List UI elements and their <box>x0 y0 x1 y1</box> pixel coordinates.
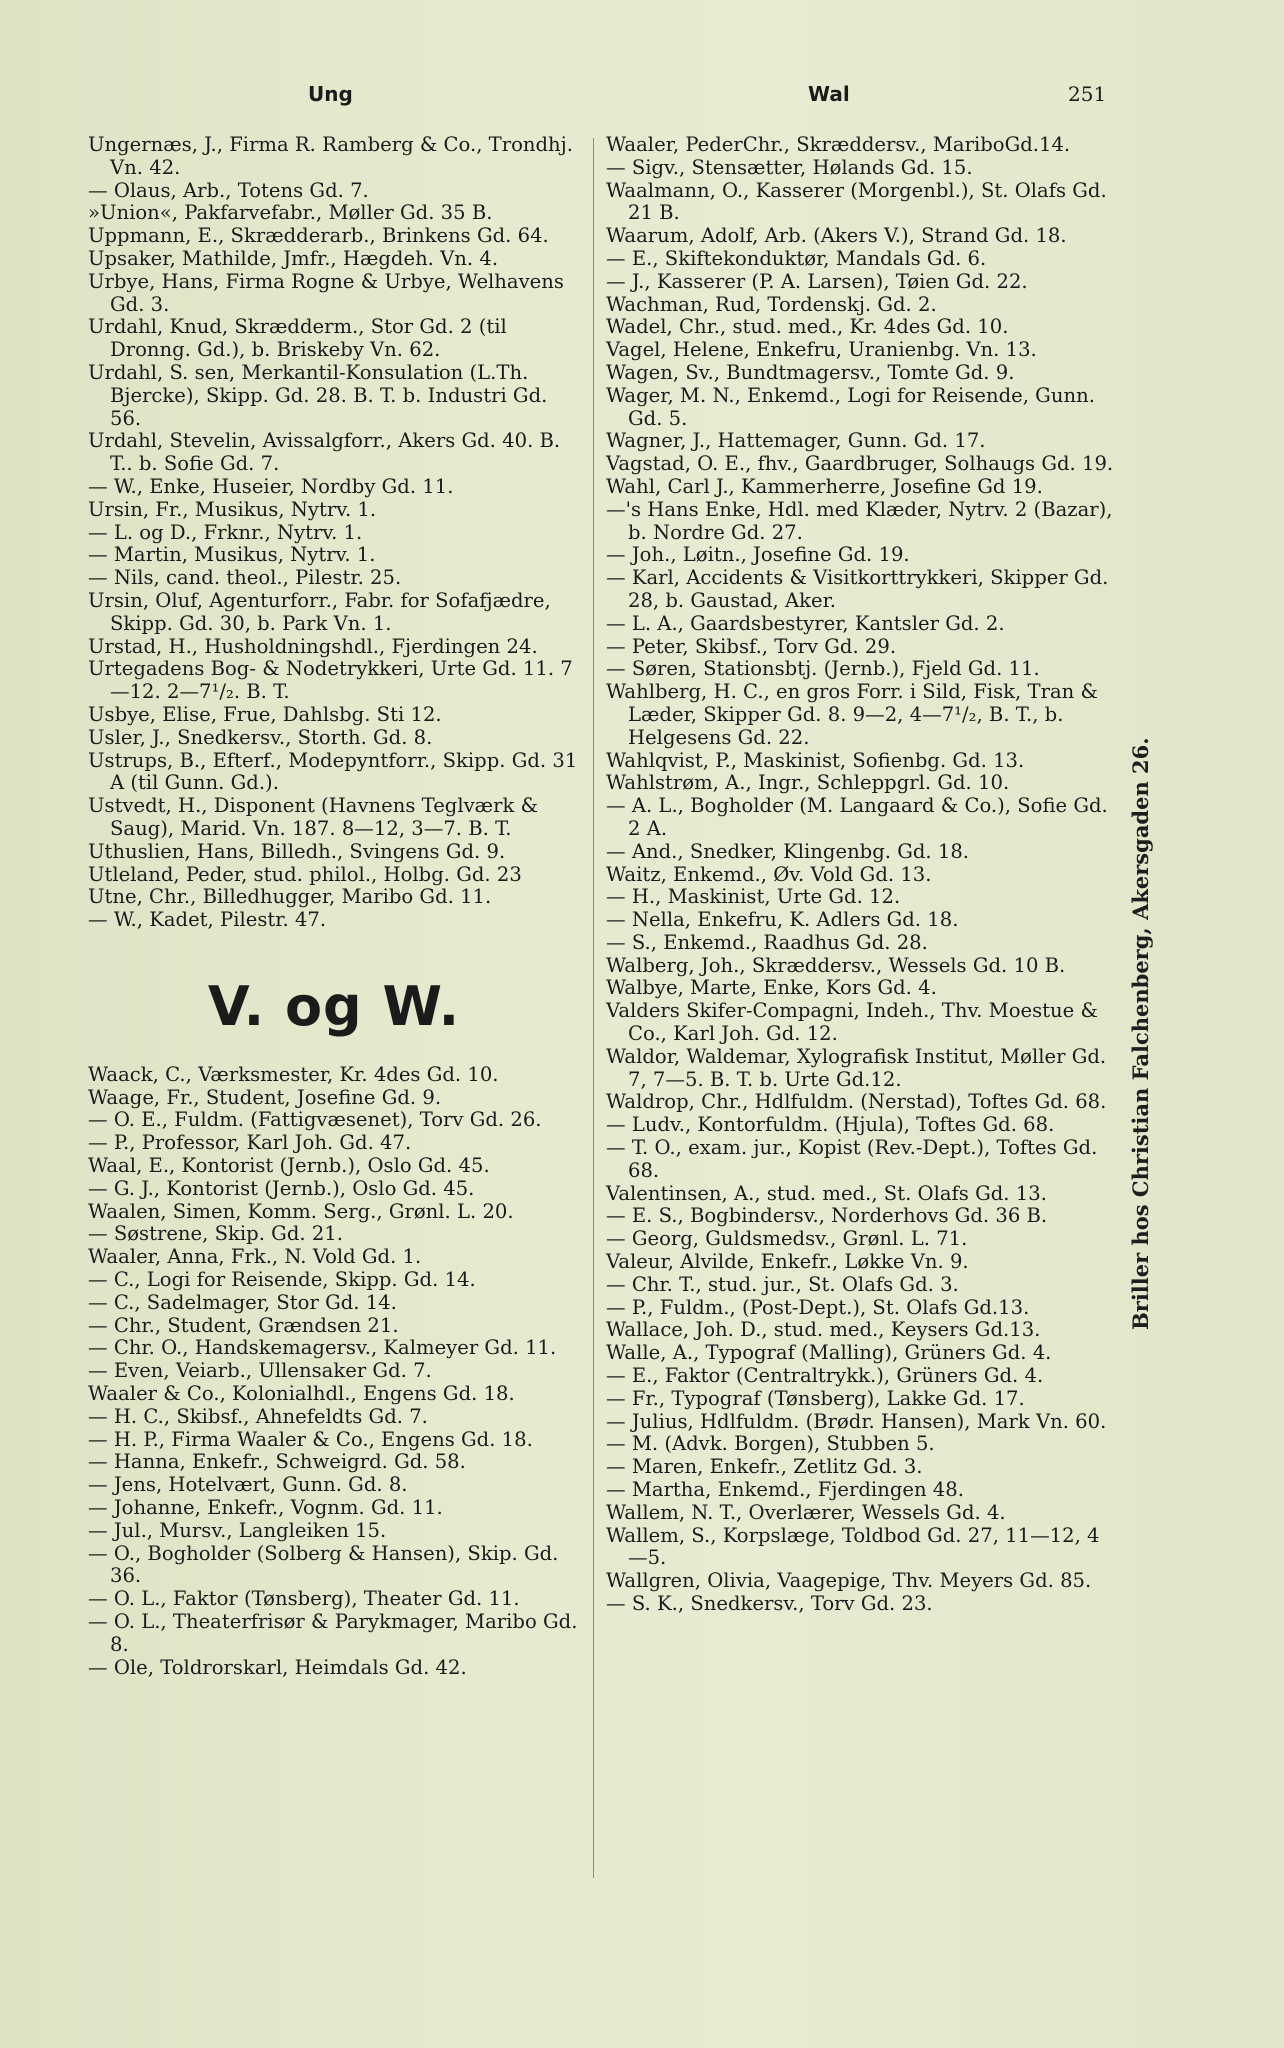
directory-entry: Wahlstrøm, A., Ingr., Schleppgrl. Gd. 10. <box>606 771 1010 795</box>
directory-entry: — Georg, Guldsmedsv., Grønl. L. 71. <box>606 1227 968 1251</box>
directory-entry: — A. L., Bogholder (M. Langaard & Co.), Sofie Gd. 2 A. <box>606 794 1108 840</box>
directory-entry: Urdahl, Stevelin, Avissalgforr., Akers Gd. 40. B. T.. b. Sofie Gd. 7. <box>88 429 561 476</box>
directory-entry: Wager, M. N., Enkemd., Logi for Reisende, Gunn. Gd. 5. <box>606 383 1095 430</box>
directory-entry: Valentinsen, A., stud. med., St. Olafs Gd. 13. <box>606 1181 1047 1205</box>
directory-entry: Vagstad, O. E., fhv., Gaardbruger, Solhaugs Gd. 19. <box>606 452 1114 476</box>
directory-entry: — M. (Advk. Borgen), Stubben 5. <box>606 1432 935 1456</box>
directory-entry: — H., Maskinist, Urte Gd. 12. <box>606 885 901 909</box>
directory-entry: Wallem, S., Korpslæge, Toldbod Gd. 27, 11—12, 4—5. <box>606 1523 1100 1570</box>
directory-entry: Utne, Chr., Billedhugger, Maribo Gd. 11. <box>88 885 492 909</box>
directory-entry: — Chr. T., stud. jur., St. Olafs Gd. 3. <box>606 1272 959 1296</box>
directory-entry: — E. S., Bogbindersv., Norderhovs Gd. 36 B. <box>606 1204 1048 1228</box>
directory-entry: Walbye, Marte, Enke, Kors Gd. 4. <box>606 976 937 1000</box>
directory-entry: Wagen, Sv., Bundtmagersv., Tomte Gd. 9. <box>606 360 1015 384</box>
directory-entry: — P., Professor, Karl Joh. Gd. 47. <box>88 1131 412 1155</box>
left-entry-list <box>88 134 580 932</box>
header-left-keyword: Ung <box>308 82 353 106</box>
directory-entry: Waldor, Waldemar, Xylografisk Institut, Møller Gd. 7, 7—5. B. T. b. Urte Gd.12. <box>606 1044 1107 1091</box>
directory-entry: — Peter, Skibsf., Torv Gd. 29. <box>606 634 897 658</box>
vertical-advertisement: Briller hos Christian Falchenberg, Akersgaden 26. <box>1128 737 1153 1330</box>
directory-entry: — Ole, Toldrorskarl, Heimdals Gd. 42. <box>88 1655 467 1679</box>
directory-entry: — Karl, Accidents & Visitkorttrykkeri, Skipper Gd. 28, b. Gaustad, Aker. <box>606 566 1109 612</box>
directory-entry: Ursin, Fr., Musikus, Nytrv. 1. <box>88 497 377 521</box>
directory-entry: — H. C., Skibsf., Ahnefeldts Gd. 7. <box>88 1404 428 1428</box>
directory-entry: — C., Logi for Reisende, Skipp. Gd. 14. <box>88 1268 476 1292</box>
left-entry-list-after <box>88 1064 580 1680</box>
column-divider <box>593 138 594 1878</box>
directory-entry: Utleland, Peder, stud. philol., Holbg. Gd. 23 <box>88 862 522 886</box>
section-heading: V. og W. <box>207 974 461 1038</box>
page-number: 251 <box>1068 82 1107 106</box>
directory-entry: Waack, C., Værksmester, Kr. 4des Gd. 10. <box>88 1062 499 1086</box>
directory-entry: Waaler, PederChr., Skræddersv., MariboGd.14. <box>606 133 1071 156</box>
directory-entry: Urbye, Hans, Firma Rogne & Urbye, Welhavens Gd. 3. <box>88 269 564 316</box>
right-entry-list <box>606 134 1114 1616</box>
directory-entry: Ungernæs, J., Firma R. Ramberg & Co., Trondhj. Vn. 42. <box>88 133 573 179</box>
directory-entry: »Union«, Pakfarvefabr., Møller Gd. 35 B. <box>88 201 493 225</box>
directory-entry: — L. og D., Frknr., Nytrv. 1. <box>88 520 363 544</box>
directory-entry: Ustrups, B., Efterf., Modepyntforr., Skipp. Gd. 31 A (til Gunn. Gd.). <box>88 748 578 795</box>
directory-entry: Uppmann, E., Skrædderarb., Brinkens Gd. 64. <box>88 224 549 248</box>
directory-entry: Wallace, Joh. D., stud. med., Keysers Gd.13. <box>606 1318 1041 1342</box>
directory-entry: Wallem, N. T., Overlærer, Wessels Gd. 4. <box>606 1500 1006 1524</box>
directory-entry: Wadel, Chr., stud. med., Kr. 4des Gd. 10. <box>606 315 1009 339</box>
directory-entry: — Maren, Enkefr., Zetlitz Gd. 3. <box>606 1455 923 1479</box>
directory-entry: — W., Enke, Huseier, Nordby Gd. 11. <box>88 474 454 498</box>
directory-entry: — Olaus, Arb., Totens Gd. 7. <box>88 178 369 202</box>
directory-entry: — C., Sadelmager, Stor Gd. 14. <box>88 1290 397 1314</box>
directory-entry: — P., Fuldm., (Post-Dept.), St. Olafs Gd.13. <box>606 1295 1030 1319</box>
directory-entry: — Søren, Stationsbtj. (Jernb.), Fjeld Gd. 11. <box>606 657 1040 681</box>
directory-entry: — Fr., Typograf (Tønsberg), Lakke Gd. 17. <box>606 1386 1025 1410</box>
directory-entry: — G. J., Kontorist (Jernb.), Oslo Gd. 45. <box>88 1176 475 1200</box>
directory-entry: —'s Hans Enke, Hdl. med Klæder, Nytrv. 2 (Bazar), b. Nordre Gd. 27. <box>606 497 1113 544</box>
directory-entry: — Joh., Løitn., Josefine Gd. 19. <box>606 543 910 567</box>
directory-entry: Wahl, Carl J., Kammerherre, Josefine Gd 19. <box>606 474 1043 498</box>
directory-entry: — S., Enkemd., Raadhus Gd. 28. <box>606 930 928 954</box>
directory-entry: — T. O., exam. jur., Kopist (Rev.-Dept.), Toftes Gd. 68. <box>606 1136 1098 1182</box>
directory-entry: — Martin, Musikus, Nytrv. 1. <box>88 543 376 567</box>
directory-entry: — O. E., Fuldm. (Fattigvæsenet), Torv Gd. 26. <box>88 1108 542 1132</box>
directory-entry: Ustvedt, H., Disponent (Havnens Teglværk & Saug), Marid. Vn. 187. 8—12, 3—7. B. T. <box>88 794 539 840</box>
directory-entry: — Ludv., Kontorfuldm. (Hjula), Toftes Gd. 68. <box>606 1113 1055 1137</box>
directory-entry: Urdahl, S. sen, Merkantil-Konsulation (L.Th. Bjercke), Skipp. Gd. 28. B. T. b. Industri Gd. 56. <box>88 360 548 430</box>
directory-entry: Wahlberg, H. C., en gros Forr. i Sild, Fisk, Tran & Læder, Skipper Gd. 8. 9—2, 4—7¹/₂, B. T., b. Helgesens Gd. 22. <box>606 680 1098 749</box>
directory-entry: — J., Kasserer (P. A. Larsen), Tøien Gd. 22. <box>606 269 1028 293</box>
directory-entry: Wachman, Rud, Tordenskj. Gd. 2. <box>606 292 937 316</box>
directory-entry: Vagel, Helene, Enkefru, Uranienbg. Vn. 13. <box>606 338 1037 362</box>
directory-entry: — Sigv., Stensætter, Hølands Gd. 15. <box>606 155 973 179</box>
directory-entry: — Søstrene, Skip. Gd. 21. <box>88 1222 343 1246</box>
right-column <box>606 134 1114 1616</box>
directory-entry: — Julius, Hdlfuldm. (Brødr. Hansen), Mark Vn. 60. <box>606 1409 1107 1433</box>
directory-entry: Waaler, Anna, Frk., N. Vold Gd. 1. <box>88 1245 422 1269</box>
directory-entry: — Johanne, Enkefr., Vognm. Gd. 11. <box>88 1496 443 1520</box>
directory-entry: Waaler & Co., Kolonialhdl., Engens Gd. 18. <box>88 1382 515 1406</box>
page-header <box>0 82 1284 118</box>
directory-entry: — Jul., Mursv., Langleiken 15. <box>88 1518 387 1542</box>
directory-entry: — Chr. O., Handskemagersv., Kalmeyer Gd. 11. <box>88 1336 557 1360</box>
directory-entry: — Nils, cand. theol., Pilestr. 25. <box>88 566 402 590</box>
directory-entry: — O., Bogholder (Solberg & Hansen), Skip. Gd. 36. <box>88 1541 559 1588</box>
directory-entry: Waldrop, Chr., Hdlfuldm. (Nerstad), Toftes Gd. 68. <box>606 1090 1107 1114</box>
header-right-keyword: Wal <box>808 82 850 106</box>
directory-entry: Wahlqvist, P., Maskinist, Sofienbg. Gd. 13. <box>606 748 1025 772</box>
directory-entry: Ursin, Oluf, Agenturforr., Fabr. for Sofafjædre, Skipp. Gd. 30, b. Park Vn. 1. <box>88 588 551 635</box>
directory-entry: — Martha, Enkemd., Fjerdingen 48. <box>606 1478 964 1502</box>
directory-entry: — S. K., Snedkersv., Torv Gd. 23. <box>606 1592 933 1615</box>
directory-entry: Usler, J., Snedkersv., Storth. Gd. 8. <box>88 725 433 749</box>
directory-entry: — Hanna, Enkefr., Schweigrd. Gd. 58. <box>88 1450 466 1474</box>
directory-entry: Urdahl, Knud, Skrædderm., Stor Gd. 2 (til Dronng. Gd.), b. Briskeby Vn. 62. <box>88 315 507 362</box>
directory-entry: — Nella, Enkefru, K. Adlers Gd. 18. <box>606 908 959 932</box>
directory-entry: — E., Faktor (Centraltrykk.), Grüners Gd. 4. <box>606 1364 1044 1388</box>
left-column <box>88 134 580 1679</box>
directory-entry: Upsaker, Mathilde, Jmfr., Hægdeh. Vn. 4. <box>88 246 499 270</box>
directory-entry: Urstad, H., Husholdningshdl., Fjerdingen 24. <box>88 634 538 658</box>
directory-entry: Usbye, Elise, Frue, Dahlsbg. Sti 12. <box>88 702 442 726</box>
directory-entry: — O. L., Faktor (Tønsberg), Theater Gd. 11. <box>88 1587 520 1611</box>
directory-entry: Walberg, Joh., Skræddersv., Wessels Gd. 10 B. <box>606 953 1066 977</box>
directory-entry: Urtegadens Bog- & Nodetrykkeri, Urte Gd. 11. 7—12. 2—7¹/₂. B. T. <box>88 657 573 704</box>
directory-entry: Walle, A., Typograf (Malling), Grüners Gd. 4. <box>606 1341 1052 1365</box>
directory-entry: Waitz, Enkemd., Øv. Vold Gd. 13. <box>606 862 932 886</box>
directory-entry: — W., Kadet, Pilestr. 47. <box>88 908 327 932</box>
directory-entry: — Chr., Student, Grændsen 21. <box>88 1313 399 1337</box>
directory-entry: — And., Snedker, Klingenbg. Gd. 18. <box>606 839 970 863</box>
directory-entry: Uthuslien, Hans, Billedh., Svingens Gd. 9. <box>88 839 506 863</box>
directory-entry: — O. L., Theaterfrisør & Parykmager, Maribo Gd. 8. <box>88 1610 578 1656</box>
directory-entry: Waal, E., Kontorist (Jernb.), Oslo Gd. 45. <box>88 1154 490 1178</box>
directory-entry: Waalmann, O., Kasserer (Morgenbl.), St. Olafs Gd. 21 B. <box>606 178 1107 225</box>
directory-entry: Wagner, J., Hattemager, Gunn. Gd. 17. <box>606 429 986 453</box>
directory-entry: Valders Skifer-Compagni, Indeh., Thv. Moestue & Co., Karl Joh. Gd. 12. <box>606 999 1098 1046</box>
directory-entry: Waage, Fr., Student, Josefine Gd. 9. <box>88 1085 442 1109</box>
directory-entry: — Jens, Hotelvært, Gunn. Gd. 8. <box>88 1473 408 1497</box>
directory-entry: — L. A., Gaardsbestyrer, Kantsler Gd. 2. <box>606 611 1005 635</box>
directory-entry: Waalen, Simen, Komm. Serg., Grønl. L. 20. <box>88 1199 514 1223</box>
directory-entry: — E., Skiftekonduktør, Mandals Gd. 6. <box>606 246 987 270</box>
directory-entry: Wallgren, Olivia, Vaagepige, Thv. Meyers Gd. 85. <box>606 1569 1092 1593</box>
directory-entry: — H. P., Firma Waaler & Co., Engens Gd. 18. <box>88 1427 533 1451</box>
directory-entry: Waarum, Adolf, Arb. (Akers V.), Strand Gd. 18. <box>606 224 1067 248</box>
directory-entry: — Even, Veiarb., Ullensaker Gd. 7. <box>88 1359 432 1383</box>
directory-entry: Valeur, Alvilde, Enkefr., Løkke Vn. 9. <box>606 1250 969 1274</box>
